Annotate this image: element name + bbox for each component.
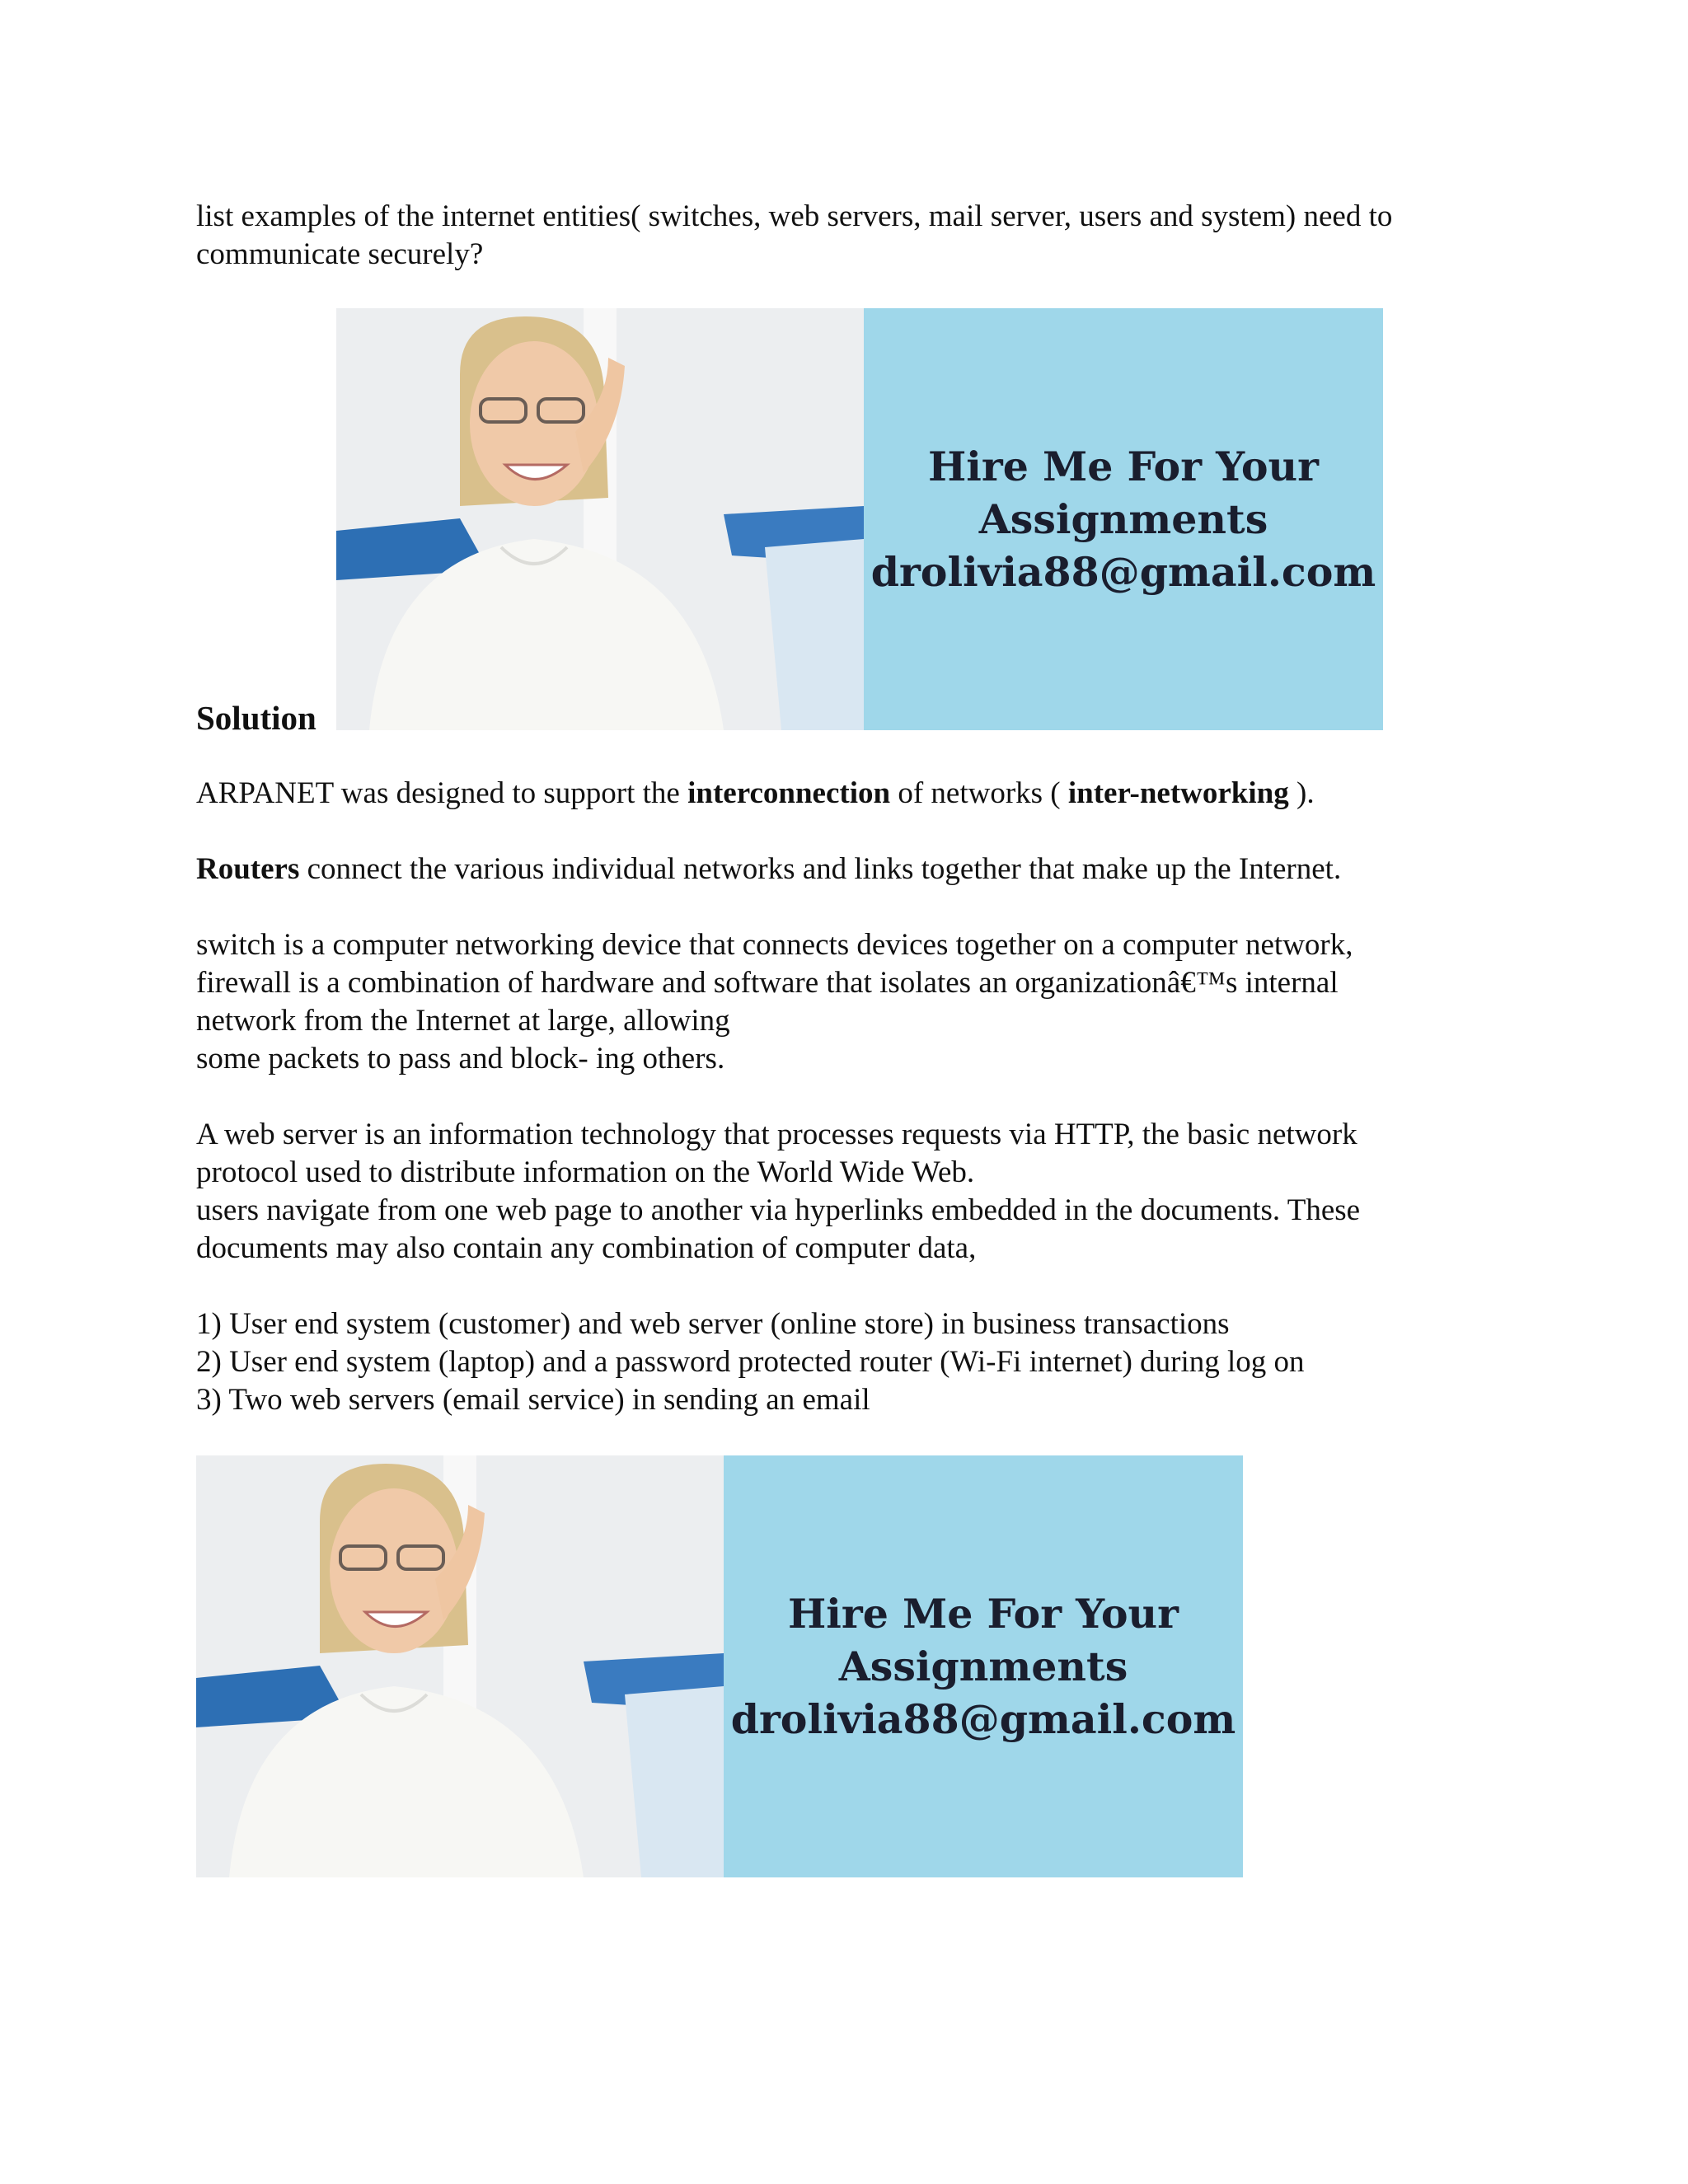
ad-line-2: Assignments: [978, 495, 1268, 543]
solution-heading: Solution: [196, 699, 316, 737]
list-item: 3) Two web servers (email service) in sending an email: [196, 1383, 870, 1417]
hire-me-banner: [336, 308, 1383, 730]
list-item: 2) User end system (laptop) and a password protected router (Wi-Fi internet) during log on: [196, 1345, 1305, 1379]
ad-line-2: Assignments: [838, 1643, 1128, 1690]
webserver-line-4: documents may also contain any combination of computer data,: [196, 1231, 977, 1265]
paragraph-switch: [196, 926, 1482, 1078]
switch-line-3: network from the Internet at large, allowing: [196, 1004, 730, 1038]
ad-text: [864, 308, 1383, 730]
question-text: list examples of the internet entities( switches, web servers, mail server, users and system) need to communicate securely?: [196, 199, 1393, 271]
webserver-line-2: protocol used to distribute information on the World Wide Web.: [196, 1155, 975, 1189]
list-item: 1) User end system (customer) and web server (online store) in business transactions: [196, 1307, 1230, 1341]
ad-text: [724, 1455, 1243, 1877]
examples-list: [196, 1305, 1482, 1419]
ad-email: drolivia88@gmail.com: [730, 1695, 1236, 1743]
switch-line-2: firewall is a combination of hardware and software that isolates an organizationâ€™s internal: [196, 966, 1339, 1000]
ad-line-1: Hire Me For Your: [928, 443, 1319, 490]
paragraph-routers: Routers connect the various individual networks and links together that make up the Internet.: [196, 852, 1342, 886]
switch-line-4: some packets to pass and block- ing others.: [196, 1042, 725, 1076]
ad-email: drolivia88@gmail.com: [870, 548, 1376, 596]
paragraph-webserver: [196, 1116, 1482, 1268]
webserver-line-3: users navigate from one web page to another via hyperlinks embedded in the documents. These: [196, 1193, 1361, 1227]
ad-line-1: Hire Me For Your: [788, 1590, 1179, 1638]
switch-line-1: switch is a computer networking device that connects devices together on a computer network,: [196, 928, 1353, 962]
webserver-line-1: A web server is an information technology that processes requests via HTTP, the basic network: [196, 1118, 1357, 1151]
woman-photo: [196, 1455, 724, 1877]
paragraph-arpanet: ARPANET was designed to support the interconnection of networks ( inter-networking ).: [196, 776, 1315, 810]
woman-photo: [336, 308, 864, 730]
hire-me-banner-bottom: [196, 1455, 1243, 1877]
